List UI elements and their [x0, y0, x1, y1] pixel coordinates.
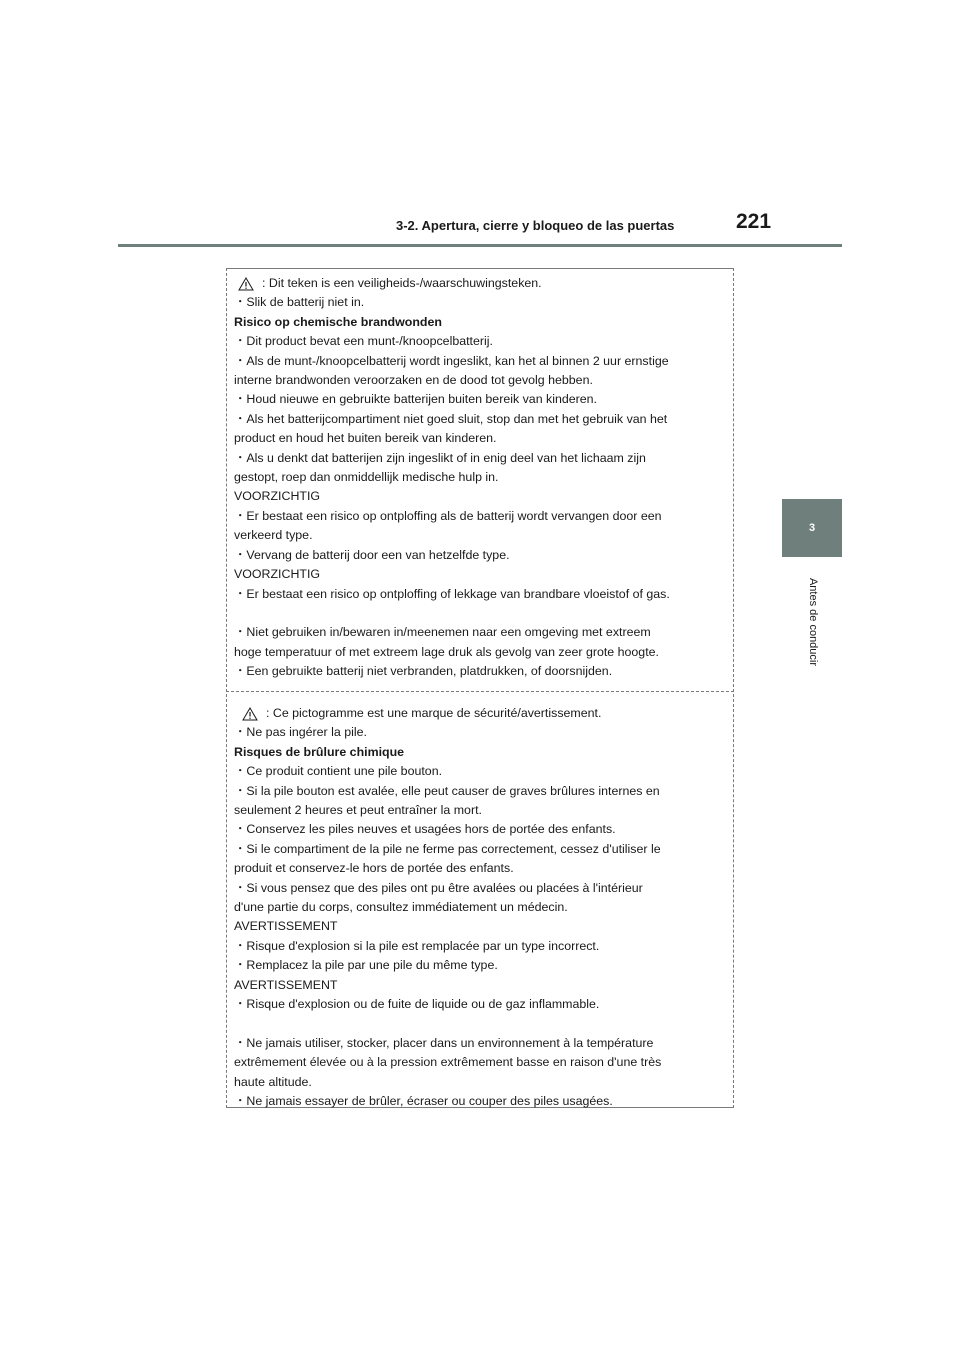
text-line: [234, 604, 724, 623]
chapter-number: 3: [808, 522, 816, 534]
text-line: seulement 2 heures et peut entraîner la mort.: [234, 803, 482, 818]
page-number: 221: [736, 210, 772, 233]
text-line: VOORZICHTIG: [234, 489, 321, 504]
text-line: interne brandwonden veroorzaken en de dood tot gevolg hebben.: [234, 373, 593, 388]
language-divider: [226, 691, 734, 692]
section-heading: Risico op chemische brandwonden: [234, 314, 442, 329]
section-title: 3-2. Apertura, cierre y bloqueo de las puertas: [396, 218, 675, 233]
text-line: ・Ne pas ingérer la pile.: [234, 725, 367, 740]
text-line: ・Si vous pensez que des piles ont pu être avalées ou placées à l'intérieur: [234, 880, 643, 895]
french-warning-text: : Ce pictogramme est une marque de sécurité/avertissement.: [266, 706, 602, 720]
section-heading: Risques de brûlure chimique: [234, 744, 405, 759]
text-line: ・Vervang de batterij door een van hetzelfde type.: [234, 547, 510, 562]
chapter-tab: [782, 499, 842, 557]
text-line: ・Risque d'explosion ou de fuite de liquide ou de gaz inflammable.: [234, 997, 600, 1012]
text-line: ・Er bestaat een risico op ontploffing als de batterij wordt vervangen door een: [234, 508, 662, 523]
text-line: [234, 1015, 724, 1034]
text-line: ・Een gebruikte batterij niet verbranden, platdrukken, of doorsnijden.: [234, 664, 613, 679]
text-line: ・Houd nieuwe en gebruikte batterijen buiten bereik van kinderen.: [234, 392, 598, 407]
text-line: AVERTISSEMENT: [234, 977, 338, 992]
warning-triangle-icon: [242, 707, 258, 721]
text-line: ・Niet gebruiken in/bewaren in/meenemen naar een omgeving met extreem: [234, 625, 651, 640]
text-line: hoge temperatuur of met extreem lage druk als gevolg van zeer grote hoogte.: [234, 644, 659, 659]
text-line: ・Ne jamais essayer de brûler, écraser ou couper des piles usagées.: [234, 1094, 613, 1109]
text-line: ・Slik de batterij niet in.: [234, 295, 365, 310]
warning-triangle-icon: [238, 277, 254, 291]
dutch-lines: [234, 293, 724, 681]
text-line: produit et conservez-le hors de portée des enfants.: [234, 861, 514, 876]
text-line: ・Ne jamais utiliser, stocker, placer dans un environnement à la température: [234, 1035, 654, 1050]
text-line: VOORZICHTIG: [234, 567, 321, 582]
dutch-notice: [234, 274, 724, 682]
text-line: ・Si la pile bouton est avalée, elle peut causer de graves brûlures internes en: [234, 783, 660, 798]
text-line: extrêmement élevée ou à la pression extrêmement basse en raison d'une très: [234, 1055, 662, 1070]
text-line: haute altitude.: [234, 1074, 312, 1089]
text-line: ・Als u denkt dat batterijen zijn ingeslikt of in enig deel van het lichaam zijn: [234, 450, 646, 465]
text-line: ・Risque d'explosion si la pile est remplacée par un type incorrect.: [234, 938, 600, 953]
text-line: ・Remplacez la pile par une pile du même type.: [234, 958, 498, 973]
text-line: ・Dit product bevat een munt-/knoopcelbatterij.: [234, 334, 493, 349]
text-line: ・Als het batterijcompartiment niet goed sluit, stop dan met het gebruik van het: [234, 411, 668, 426]
text-line: ・Si le compartiment de la pile ne ferme pas correctement, cessez d'utiliser le: [234, 841, 661, 856]
dutch-warning-line: [234, 274, 724, 293]
text-line: d'une partie du corps, consultez immédiatement un médecin.: [234, 900, 568, 915]
chapter-title: Antes de conducir: [807, 577, 819, 667]
text-line: AVERTISSEMENT: [234, 919, 338, 934]
text-line: ・Ce produit contient une pile bouton.: [234, 764, 443, 779]
text-line: gestopt, roep dan onmiddellijk medische hulp in.: [234, 470, 499, 485]
french-notice: [234, 704, 724, 1112]
text-line: product en houd het buiten bereik van kinderen.: [234, 431, 497, 446]
dutch-warning-text: : Dit teken is een veiligheids-/waarschuwingsteken.: [262, 276, 542, 290]
text-line: ・Conservez les piles neuves et usagées hors de portée des enfants.: [234, 822, 616, 837]
text-line: ・Er bestaat een risico op ontploffing of lekkage van brandbare vloeistof of gas.: [234, 586, 670, 601]
french-warning-line: [234, 704, 724, 723]
french-lines: [234, 723, 724, 1111]
text-line: ・Als de munt-/knoopcelbatterij wordt ingeslikt, kan het al binnen 2 uur ernstige: [234, 353, 669, 368]
text-line: verkeerd type.: [234, 528, 313, 543]
header-rule: [118, 244, 842, 247]
